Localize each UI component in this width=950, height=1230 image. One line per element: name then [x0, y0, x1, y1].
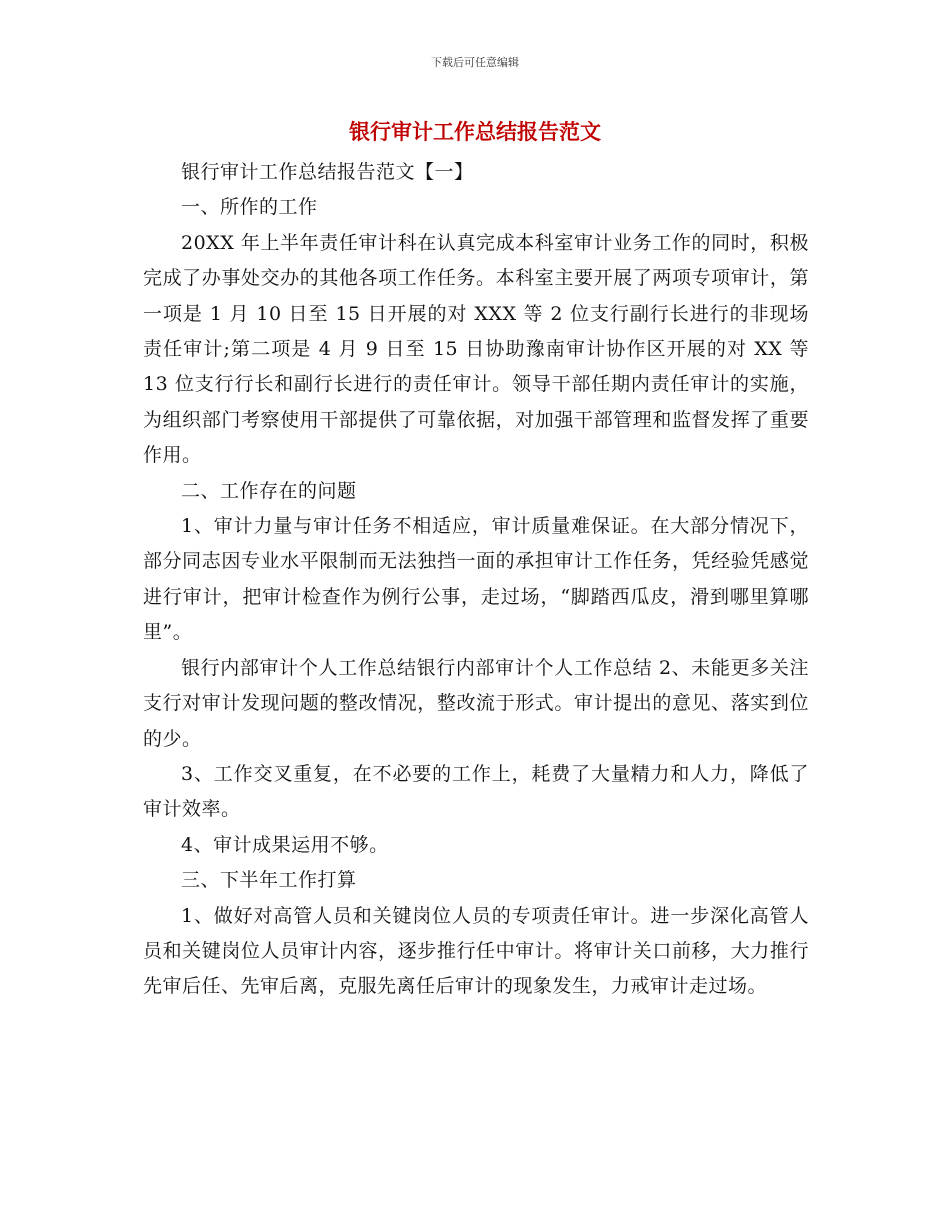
section-heading-plans: 三、下半年工作打算	[181, 869, 357, 892]
document-body	[143, 155, 809, 1005]
section-heading-problems: 二、工作存在的问题	[181, 479, 357, 502]
paragraph-problem-3: 3、工作交叉重复，在不必要的工作上，耗费了大量精力和人力，降低了审计效率。	[143, 762, 809, 821]
section-heading-work-done: 一、所作的工作	[181, 196, 318, 219]
section-heading-one: 银行审计工作总结报告范文【一】	[181, 161, 474, 183]
paragraph-problem-4: 4、审计成果运用不够。	[181, 833, 389, 856]
paragraph-problem-2: 银行内部审计个人工作总结银行内部审计个人工作总结 2、未能更多关注支行对审计发现问题的整改情况，整改流于形式。审计提出的意见、落实到位的少。	[143, 656, 809, 750]
paragraph-plan-1: 1、做好对高管人员和关键岗位人员的专项责任审计。进一步深化高管人员和关键岗位人员审计内容，逐步推行任中审计。将审计关口前移，大力推行先审后任、先审后离，克服先离任后审计的现象发生，力戒审计走过场。	[143, 904, 809, 998]
paragraph-work-done: 20XX 年上半年责任审计科在认真完成本科室审计业务工作的同时，积极完成了办事处交办的其他各项工作任务。本科室主要开展了两项专项审计，第一项是 1 月 10 日至 15 日开展的对 XXX 等 2 位支行副行长进行的非现场责任审计;第二项是 4 月 9 日至 15 日协助豫南审计协作区开展的对 XX 等 13 位支行行长和副行长进行的责任审计。领导干部任期内责任审计的实施，为组织部门考察使用干部提供了可靠依据，对加强干部管理和监督发挥了重要作用。	[143, 231, 809, 467]
paragraph-problem-1: 1、审计力量与审计任务不相适应，审计质量难保证。在大部分情况下，部分同志因专业水平限制而无法独挡一面的承担审计工作任务，凭经验凭感觉进行审计，把审计检查作为例行公事，走过场，“脚踏西瓜皮，滑到哪里算哪里”。	[143, 515, 809, 644]
document-title: 银行审计工作总结报告范文	[349, 119, 601, 144]
page-header-note: 下载后可任意编辑	[431, 56, 519, 69]
